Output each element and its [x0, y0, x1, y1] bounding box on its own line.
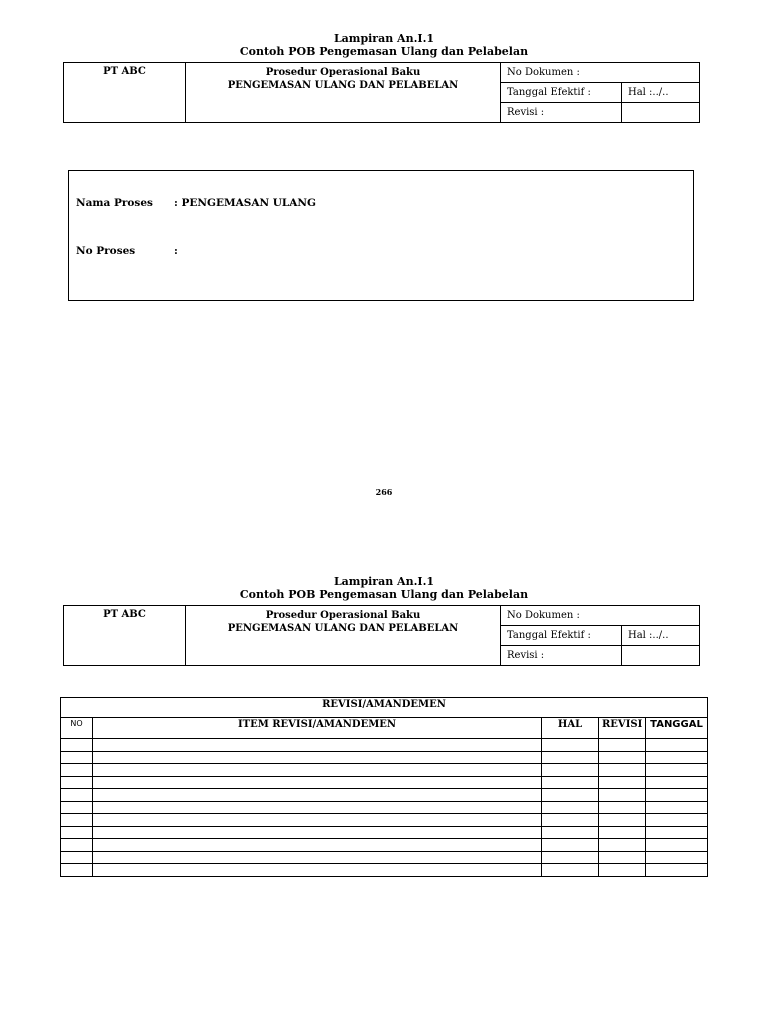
table-cell [542, 826, 599, 839]
appendix-label-2: Lampiran An.I.1 [333, 575, 435, 588]
table-cell [93, 789, 542, 802]
table-cell [646, 764, 708, 777]
revisi-value-cell [622, 103, 700, 123]
table-cell [599, 801, 646, 814]
table-row [61, 851, 708, 864]
document-header-table [63, 62, 700, 123]
table-cell [542, 851, 599, 864]
column-header-no: NO [61, 718, 93, 739]
revisi-value-cell-2 [622, 646, 700, 666]
procedure-title-cell [186, 63, 501, 123]
table-cell [61, 851, 93, 864]
table-row [61, 801, 708, 814]
table-row [61, 764, 708, 777]
appendix-label: Lampiran An.I.1 [333, 32, 435, 45]
column-header-item: ITEM REVISI/AMANDEMEN [93, 718, 542, 739]
tanggal-efektif-field: Tanggal Efektif : [501, 83, 622, 103]
table-cell [61, 751, 93, 764]
hal-field: Hal :../.. [622, 83, 700, 103]
table-cell [646, 839, 708, 852]
table-row [61, 864, 708, 877]
table-cell [599, 764, 646, 777]
table-cell [542, 839, 599, 852]
proses-box [68, 170, 694, 301]
hal-field-2: Hal :../.. [622, 626, 700, 646]
table-cell [542, 764, 599, 777]
column-header-revisi: REVISI [599, 718, 646, 739]
table-cell [542, 776, 599, 789]
table-cell [61, 826, 93, 839]
table-cell [93, 751, 542, 764]
table-cell [61, 776, 93, 789]
table-cell [599, 814, 646, 827]
table-cell [93, 776, 542, 789]
table-cell [61, 739, 93, 752]
no-dokumen-field: No Dokumen : [501, 63, 700, 83]
table-cell [61, 801, 93, 814]
table-row [61, 751, 708, 764]
company-name-2: PT ABC [64, 606, 186, 666]
table-cell [93, 764, 542, 777]
table-cell [646, 739, 708, 752]
column-header-hal: HAL [542, 718, 599, 739]
company-name: PT ABC [64, 63, 186, 123]
revisi-field-2: Revisi : [501, 646, 622, 666]
table-cell [599, 751, 646, 764]
revision-table [60, 697, 708, 877]
table-cell [599, 864, 646, 877]
table-cell [646, 851, 708, 864]
table-row [61, 739, 708, 752]
table-cell [646, 789, 708, 802]
revision-table-body [61, 739, 708, 877]
procedure-name-2: PENGEMASAN ULANG DAN PELABELAN [227, 623, 459, 634]
table-cell [93, 826, 542, 839]
nama-proses-label: Nama Proses [76, 197, 153, 209]
document-header-table-2 [63, 605, 700, 666]
tanggal-efektif-field-2: Tanggal Efektif : [501, 626, 622, 646]
no-proses-label: No Proses [76, 245, 136, 257]
document-title: Contoh POB Pengemasan Ulang dan Pelabelan [239, 45, 529, 58]
revisi-field: Revisi : [501, 103, 622, 123]
table-cell [646, 801, 708, 814]
table-row [61, 776, 708, 789]
table-cell [599, 839, 646, 852]
table-cell [599, 789, 646, 802]
table-cell [93, 801, 542, 814]
table-row [61, 789, 708, 802]
table-row [61, 839, 708, 852]
table-cell [599, 776, 646, 789]
table-cell [61, 789, 93, 802]
table-cell [542, 789, 599, 802]
table-cell [599, 739, 646, 752]
table-cell [61, 764, 93, 777]
revision-table-title: REVISI/AMANDEMEN [61, 698, 708, 718]
table-cell [93, 864, 542, 877]
table-row [61, 814, 708, 827]
procedure-type: Prosedur Operasional Baku [265, 67, 421, 78]
no-proses-value: : [174, 245, 178, 257]
table-cell [61, 864, 93, 877]
table-cell [599, 826, 646, 839]
table-cell [542, 751, 599, 764]
nama-proses-value: : PENGEMASAN ULANG [174, 197, 317, 209]
table-cell [542, 814, 599, 827]
column-header-tanggal: TANGGAL [646, 718, 708, 739]
table-cell [542, 801, 599, 814]
table-cell [646, 776, 708, 789]
procedure-name: PENGEMASAN ULANG DAN PELABELAN [227, 80, 459, 91]
table-cell [646, 864, 708, 877]
page-number: 266 [375, 487, 393, 497]
table-cell [542, 739, 599, 752]
table-cell [93, 739, 542, 752]
procedure-title-cell-2 [186, 606, 501, 666]
procedure-type-2: Prosedur Operasional Baku [265, 610, 421, 621]
table-cell [61, 814, 93, 827]
table-cell [542, 864, 599, 877]
table-row [61, 826, 708, 839]
table-cell [93, 839, 542, 852]
table-cell [599, 851, 646, 864]
document-title-2: Contoh POB Pengemasan Ulang dan Pelabelan [239, 588, 529, 601]
table-cell [93, 814, 542, 827]
table-cell [646, 751, 708, 764]
table-cell [93, 851, 542, 864]
table-cell [646, 826, 708, 839]
table-cell [646, 814, 708, 827]
no-dokumen-field-2: No Dokumen : [501, 606, 700, 626]
table-cell [61, 839, 93, 852]
